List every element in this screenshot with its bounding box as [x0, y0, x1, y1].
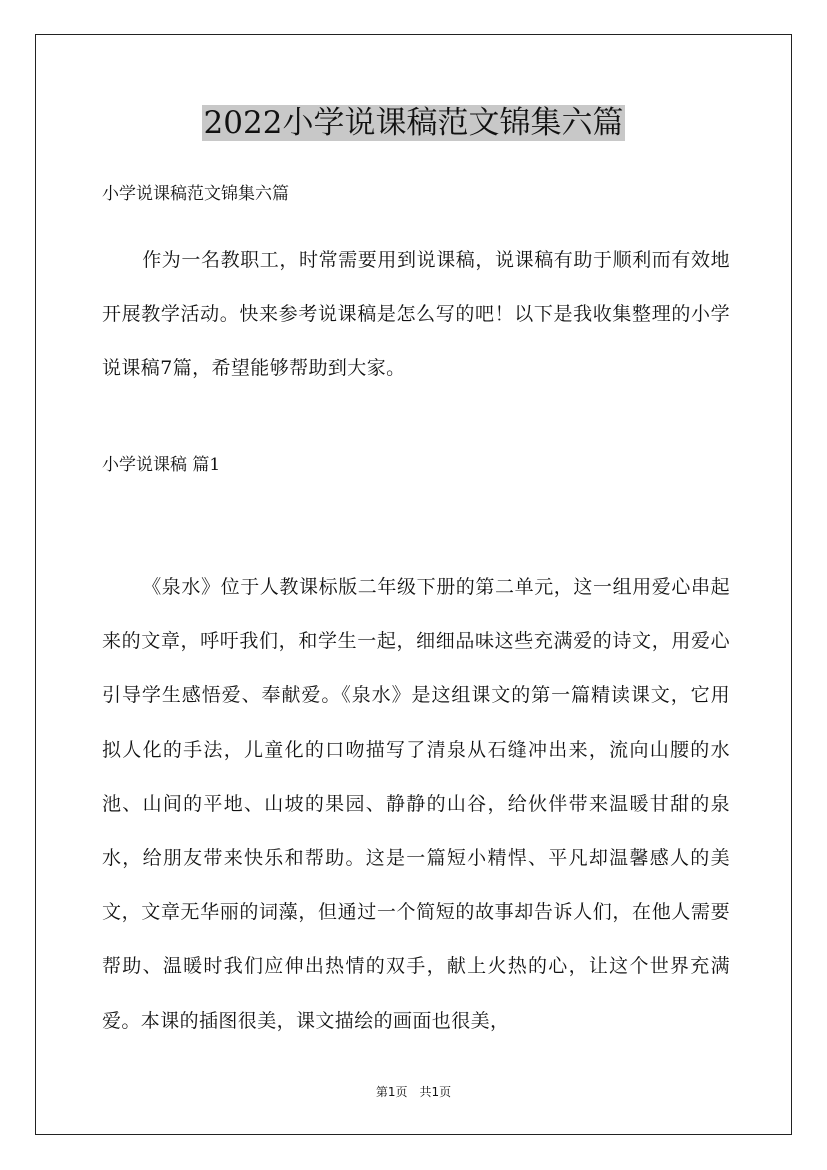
- intro-text: 作为一名教职工，时常需要用到说课稿，说课稿有助于顺利而有效地开展教学活动。快来参考说课稿是怎么写的吧！以下是我收集整理的小学说课稿7篇，希望能够帮助到大家。: [102, 249, 730, 379]
- section-heading: 小学说课稿 篇1: [102, 455, 221, 475]
- document-subtitle: 小学说课稿范文锦集六篇: [102, 184, 289, 204]
- page-number: 第1页: [375, 1085, 408, 1099]
- section-body-paragraph: [102, 560, 730, 1048]
- intro-paragraph: [102, 233, 730, 395]
- section-body-text: 《泉水》位于人教课标版二年级下册的第二单元，这一组用爱心串起来的文章，呼吁我们，和学生一起，细细品味这些充满爱的诗文，用爱心引导学生感悟爱、奉献爱。《泉水》是这组课文的第一篇精读课文，它用拟人化的手法，儿童化的口吻描写了清泉从石缝冲出来，流向山腰的水池、山间的平地、山坡的果园、静静的山谷，给伙伴带来温暖甘甜的泉水，给朋友带来快乐和帮助。这是一篇短小精悍、平凡却温馨感人的美文，文章无华丽的词藻，但通过一个简短的故事却告诉人们，在他人需要帮助、温暖时我们应伸出热情的双手，献上火热的心，让这个世界充满爱。本课的插图很美，课文描绘的画面也很美，: [102, 576, 730, 1032]
- document-title: [0, 103, 827, 143]
- page-footer: [0, 1084, 827, 1100]
- total-pages: 共1页: [419, 1085, 452, 1099]
- document-title-text: 2022小学说课稿范文锦集六篇: [203, 105, 624, 141]
